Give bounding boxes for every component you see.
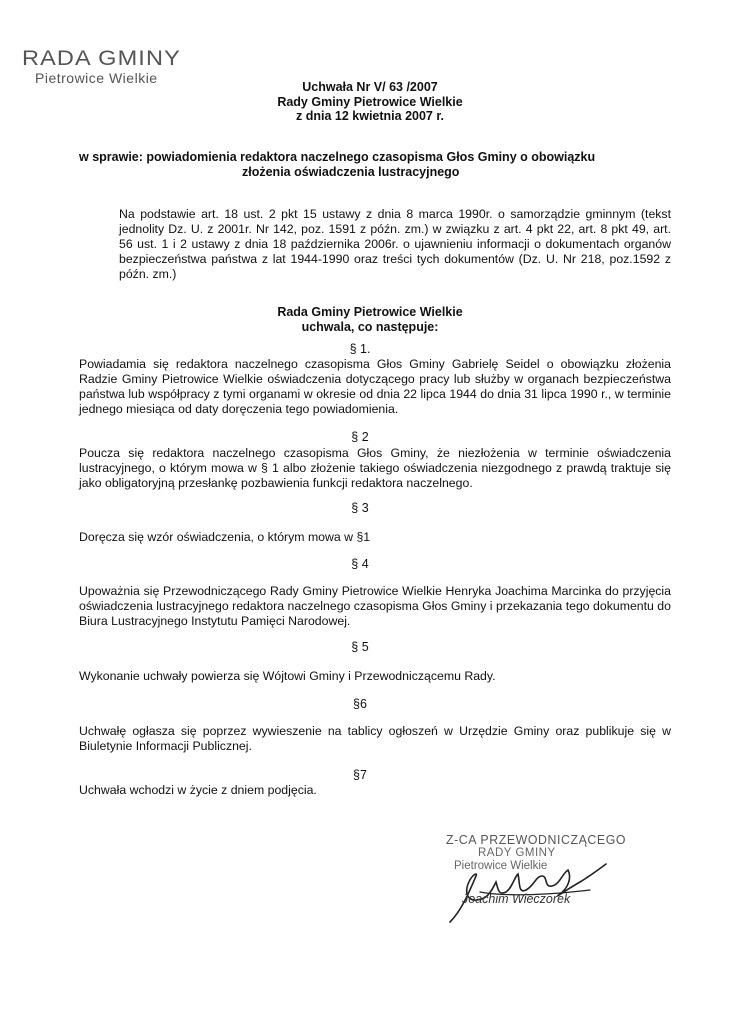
council-stamp	[22, 47, 181, 86]
section-text	[79, 446, 671, 491]
section-text	[79, 783, 671, 798]
subject-label: w sprawie:	[79, 150, 143, 164]
decides-line-1: Rada Gminy Pietrowice Wielkie	[277, 305, 463, 319]
stamp-line-1: RADA GMINY	[22, 47, 181, 70]
section-number: § 5	[351, 640, 369, 654]
section-5-text: Wykonanie uchwały powierza się Wójtowi Gminy i Przewodniczącemu Rady.	[79, 669, 496, 683]
resolution-council: Rady Gminy Pietrowice Wielkie	[277, 94, 463, 109]
section-number: § 1.	[349, 342, 371, 356]
section-4-text: Upoważnia się Przewodniczącego Rady Gminy Pietrowice Wielkie Henryka Joachima Marcinka do przyjęcia oświadczenia lustracyjnego redaktora naczelnego czasopisma Głos Gminy i przekazania tego dokumentu do Biura Lustracyjnego Instytutu Pamięci Narodowej.	[79, 584, 671, 628]
section-number: §6	[353, 697, 367, 711]
section-number: § 3	[351, 501, 369, 515]
section-text	[79, 669, 671, 684]
section-number: § 4	[351, 557, 369, 571]
signatory-org-2: Pietrowice Wielkie	[454, 860, 548, 872]
legal-basis	[79, 207, 671, 282]
section-2-text: Poucza się redaktora naczelnego czasopisma Głos Gminy, że niezłożenia w terminie oświadczenia lustracyjnego, o którym mowa w § 1 albo złożenie takiego oświadczenia niezgodnego z prawdą traktuje się jako obligatoryjną przesłankę pozbawienia funkcji redaktora naczelnego.	[79, 446, 671, 490]
resolution-date: z dnia 12 kwietnia 2007 r.	[296, 109, 444, 123]
subject-line-1: powiadomienia redaktora naczelnego czasopisma Głos Gminy o obowiązku	[142, 150, 596, 164]
decides-line-2: uchwala, co następuje:	[301, 320, 439, 334]
signatory-title: Z-CA PRZEWODNICZĄCEGO	[446, 832, 627, 847]
subject-line-2: złożenia oświadczenia lustracyjnego	[242, 165, 460, 179]
section-text	[79, 357, 671, 417]
resolution-number: Uchwała Nr V/ 63 /2007	[302, 80, 438, 94]
section-6-text: Uchwałę ogłasza się poprzez wywieszenie na tablicy ogłoszeń w Urzędzie Gminy oraz publikuje się w Biuletynie Informacji Publicznej.	[79, 724, 671, 753]
legal-basis-text: Na podstawie art. 18 ust. 2 pkt 15 ustawy z dnia 8 marca 1990r. o samorządzie gminnym (tekst jednolity Dz. U. z 2001r. Nr 142, poz. 1591 z późn. zm.) w związku z art. 4 pkt 22, art. 8 pkt 49, art. 56 ust. 1 i 2 ustawy z dnia 18 października 2006r. o ujawnieniu informacji o dokumentach organów bezpieczeństwa państwa z lat 1944-1990 oraz treści tych dokumentów (Dz. U. Nr 218, poz.1592 z późn. zm.)	[119, 207, 671, 281]
section-text	[79, 584, 671, 629]
section-3-text: Doręcza się wzór oświadczenia, o którym mowa w §1	[79, 530, 371, 544]
section-number: §7	[353, 768, 367, 782]
section-1-text: Powiadamia się redaktora naczelnego czasopisma Głos Gminy Gabrielę Seidel o obowiązku złożenia Radzie Gminy Pietrowice Wielkie oświadczenia dotyczącego pracy lub służby w organach bezpieczeństwa państwa lub współpracy z tymi organami w okresie od dnia 22 lipca 1944 do dnia 31 lipca 1990 r., w terminie jednego miesiąca od daty doręczenia tego powiadomienia.	[79, 357, 671, 416]
section-text	[79, 724, 671, 754]
resolution-subject	[79, 150, 669, 180]
section-7-text: Uchwała wchodzi w życie z dniem podjęcia.	[79, 783, 317, 797]
signature-block	[440, 832, 640, 932]
section-text	[79, 530, 671, 545]
signatory-org-1: RADY GMINY	[478, 847, 556, 859]
signatory-name: Joachim Wieczorek	[462, 892, 571, 906]
council-decides	[200, 305, 540, 335]
resolution-header	[200, 80, 540, 124]
section-number: § 2	[351, 430, 369, 444]
stamp-line-2: Pietrowice Wielkie	[35, 70, 158, 86]
